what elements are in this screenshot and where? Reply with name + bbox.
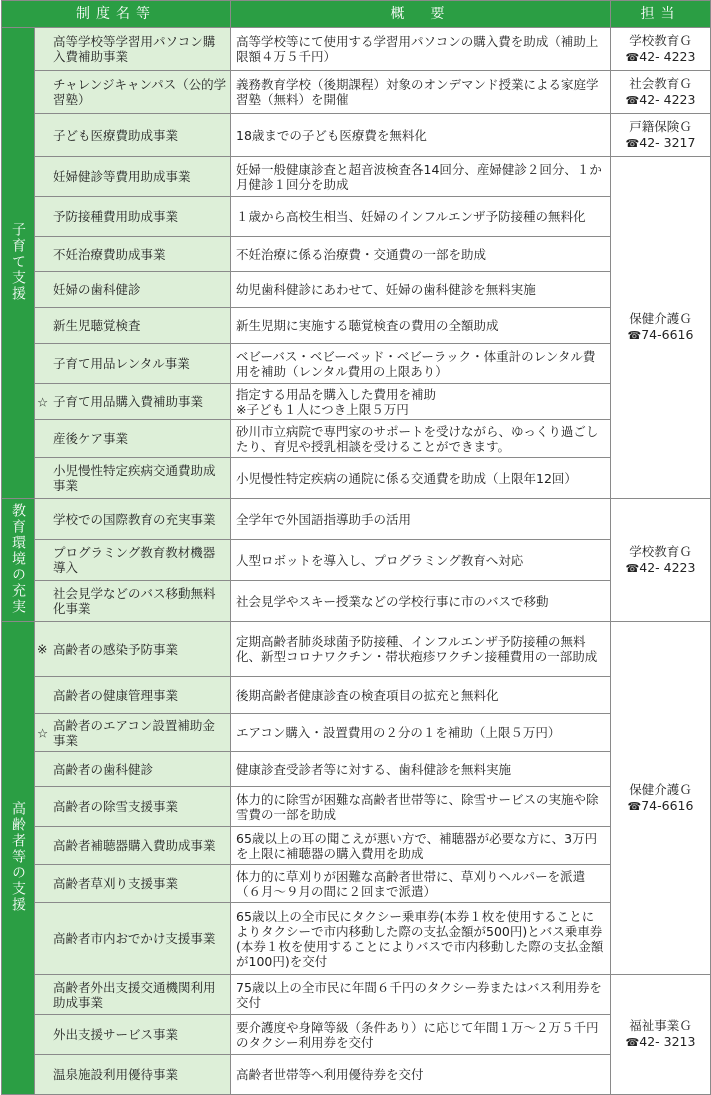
program-name: 高齢者草刈り支援事業 [53,876,179,891]
program-name-cell [35,622,231,677]
category-text: 子育て支援 [10,221,26,302]
contact-cell [611,157,711,499]
program-summary: 小児慢性特定疾病の通院に係る交通費を助成（上限年12回） [231,458,611,499]
program-name-cell [35,71,231,114]
program-table [1,0,711,1095]
table-row [2,420,711,458]
star-mark: ☆ [37,725,49,740]
note-mark: ※ [37,641,48,657]
table-row [2,677,711,714]
program-summary: 指定する用品を購入した費用を補助 ※子ども１人につき上限５万円 [231,384,611,420]
program-summary: エアコン購入・設置費用の２分の１を補助（上限５万円） [231,714,611,752]
header-summary: 概 要 [231,1,611,28]
program-name: 高齢者の感染予防事業 [53,641,179,657]
program-summary: １歳から高校生相当、妊婦のインフルエンザ予防接種の無料化 [231,197,611,237]
program-name: 高齢者補聴器購入費助成事業 [53,838,216,853]
program-summary: 65歳以上の全市民にタクシー乗車券(本券１枚を使用することによりタクシーで市内移動した際の支払金額が500円)とバス乗車券(本券１枚を使用することによりバスで市内移動した際の支払金額が100円)を交付 [231,903,611,975]
table-row [2,272,711,308]
telephone-icon: ☎ [627,329,642,342]
table-row [2,114,711,157]
contact-cell [611,622,711,975]
category-text: 高齢者等の支援 [10,800,26,913]
table-row [2,903,711,975]
program-summary: 75歳以上の全市民に年間６千円のタクシー券またはバス利用券を交付 [231,975,611,1015]
phone-number: 74-6616 [641,327,694,342]
program-summary: 体力的に除雪が困難な高齢者世帯等に、除雪サービスの実施や除雪費の一部を助成 [231,787,611,827]
telephone-icon: ☎ [625,50,640,64]
program-name-cell [35,114,231,157]
table-row [2,752,711,787]
table-row [2,714,711,752]
program-name: 高齢者の歯科健診 [53,761,154,777]
program-name-cell [35,975,231,1015]
table-row [2,540,711,581]
table-row [2,499,711,540]
program-summary: 人型ロボットを導入し、プログラミング教育へ対応 [231,540,611,581]
table-row [2,827,711,865]
program-summary: 18歳までの子ども医療費を無料化 [231,114,611,157]
program-name: 子育て用品購入費補助事業 [53,394,204,409]
program-name-cell [35,420,231,458]
program-name: 予防接種費用助成事業 [53,209,179,224]
program-summary: 定期高齢者肺炎球菌予防接種、インフルエンザ予防接種の無料化、新型コロナワクチン・帯状疱疹ワクチン接種費用の一部助成 [231,622,611,677]
program-summary: 後期高齢者健康診査の検査項目の拡充と無料化 [231,677,611,714]
program-name: 高等学校等学習用パソコン購入費補助事業 [53,34,216,64]
program-summary: 新生児期に実施する聴覚検査の費用の全額助成 [231,308,611,344]
program-name-cell [35,714,231,752]
program-name-cell [35,344,231,384]
program-name-cell [35,28,231,71]
table-row [2,622,711,677]
program-name-cell [35,677,231,714]
phone-number: 42- 4223 [639,91,696,107]
program-name-cell [35,1015,231,1055]
telephone-icon: ☎ [625,136,640,150]
program-summary: 高等学校等にて使用する学習用パソコンの購入費を助成（補助上限額４万５千円） [231,28,611,71]
program-name: チャレンジキャンパス（公的学習塾） [53,77,227,107]
program-summary: ベビーバス・ベビーベッド・ベビーラック・体重計のレンタル費用を補助（レンタル費用の上限あり） [231,344,611,384]
department-name: 学校教育Ｇ [629,543,692,559]
program-name-cell [35,787,231,827]
contact-cell [611,114,711,157]
table-row [2,1015,711,1055]
table-row [2,71,711,114]
program-name: 社会見学などのバス移動無料化事業 [53,586,216,616]
program-summary: 高齢者世帯等へ利用優待券を交付 [231,1055,611,1095]
program-name-cell [35,581,231,622]
table-row [2,384,711,420]
contact-cell [611,28,711,71]
program-name-cell [35,865,231,903]
program-summary: 幼児歯科健診にあわせて、妊婦の歯科健診を無料実施 [231,272,611,308]
table-row [2,865,711,903]
table-row [2,237,711,272]
program-name-cell [35,540,231,581]
program-name-cell [35,903,231,975]
program-name-cell [35,308,231,344]
category-label [2,622,35,1095]
program-summary: 要介護度や身障等級（条件あり）に応じて年間１万～２万５千円のタクシー利用券を交付 [231,1015,611,1055]
department-name: 保健介護Ｇ [629,311,692,326]
program-name: 温泉施設利用優待事業 [53,1067,179,1082]
telephone-icon: ☎ [625,93,640,107]
program-summary: 砂川市立病院で専門家のサポートを受けながら、ゆっくり過ごしたり、育児や授乳相談を受けることができます。 [231,420,611,458]
program-summary: 不妊治療に係る治療費・交通費の一部を助成 [231,237,611,272]
star-mark: ☆ [37,394,49,409]
program-name-cell [35,752,231,787]
department-name: 学校教育Ｇ [629,32,692,48]
phone-number: 42- 3217 [639,134,696,150]
program-name: 産後ケア事業 [53,431,129,446]
program-name: 新生児聴覚検査 [53,318,141,333]
table-body [2,28,711,1095]
program-name-cell [35,1055,231,1095]
program-name: 子ども医療費助成事業 [53,127,179,143]
program-name-cell [35,197,231,237]
telephone-icon: ☎ [627,799,642,813]
program-summary: 妊婦一般健康診査と超音波検査各14回分、産婦健診２回分、１か月健診１回分を助成 [231,157,611,197]
program-name: 高齢者外出支援交通機関利用助成事業 [53,979,216,1010]
table-row [2,308,711,344]
program-name: 不妊治療費助成事業 [53,246,166,262]
header-program-name: 制度名等 [2,1,231,28]
program-name-cell [35,458,231,499]
program-name: 外出支援サービス事業 [53,1027,179,1042]
contact-cell [611,499,711,622]
program-name: 妊婦の歯科健診 [53,282,141,297]
table-row [2,157,711,197]
program-name-cell [35,272,231,308]
department-name: 戸籍保険Ｇ [629,118,692,134]
category-label [2,499,35,622]
department-name: 保健介護Ｇ [629,781,692,797]
program-name-cell [35,157,231,197]
program-name-cell [35,384,231,420]
telephone-icon: ☎ [625,1036,640,1049]
table-row [2,28,711,71]
program-name: プログラミング教育教材機器導入 [53,545,216,575]
program-summary: 体力的に草刈りが困難な高齢者世帯に、草刈りヘルパーを派遣（６月～９月の間に２回まで派遣） [231,865,611,903]
program-summary: 健康診査受診者等に対する、歯科健診を無料実施 [231,752,611,787]
program-name: 小児慢性特定疾病交通費助成事業 [53,463,216,493]
program-name-cell [35,827,231,865]
program-summary: 65歳以上の耳の聞こえが悪い方で、補聴器が必要な方に、3万円を上限に補聴器の購入費用を助成 [231,827,611,865]
department-name: 社会教育Ｇ [629,75,692,91]
table-row [2,458,711,499]
program-name: 高齢者市内おでかけ支援事業 [53,931,216,946]
program-summary: 全学年で外国語指導助手の活用 [231,499,611,540]
table-row [2,787,711,827]
program-name: 高齢者のエアコン設置補助金事業 [53,717,215,748]
program-summary: 義務教育学校（後期課程）対象のオンデマンド授業による家庭学習塾（無料）を開催 [231,71,611,114]
program-name: 学校での国際教育の充実事業 [53,511,216,527]
program-name: 高齢者の健康管理事業 [53,687,179,703]
phone-number: 42- 4223 [639,559,696,575]
header-contact: 担当 [611,1,711,28]
program-name: 子育て用品レンタル事業 [53,356,190,371]
department-name: 福祉事業Ｇ [629,1018,692,1033]
table-row [2,1055,711,1095]
program-name-cell [35,499,231,540]
phone-number: 42- 4223 [639,48,696,64]
table-row [2,344,711,384]
category-text: 教育環境の充実 [10,502,26,615]
table-row [2,581,711,622]
phone-number: 42- 3213 [639,1034,696,1049]
program-name: 妊婦健診等費用助成事業 [53,169,191,184]
table-header-row [2,1,711,28]
table-row [2,975,711,1015]
program-name-cell [35,237,231,272]
contact-cell [611,71,711,114]
telephone-icon: ☎ [625,561,640,575]
table-row [2,197,711,237]
program-name: 高齢者の除雪支援事業 [53,799,179,814]
contact-cell [611,975,711,1095]
program-summary: 社会見学やスキー授業などの学校行事に市のバスで移動 [231,581,611,622]
category-label [2,28,35,499]
phone-number: 74-6616 [641,797,694,813]
